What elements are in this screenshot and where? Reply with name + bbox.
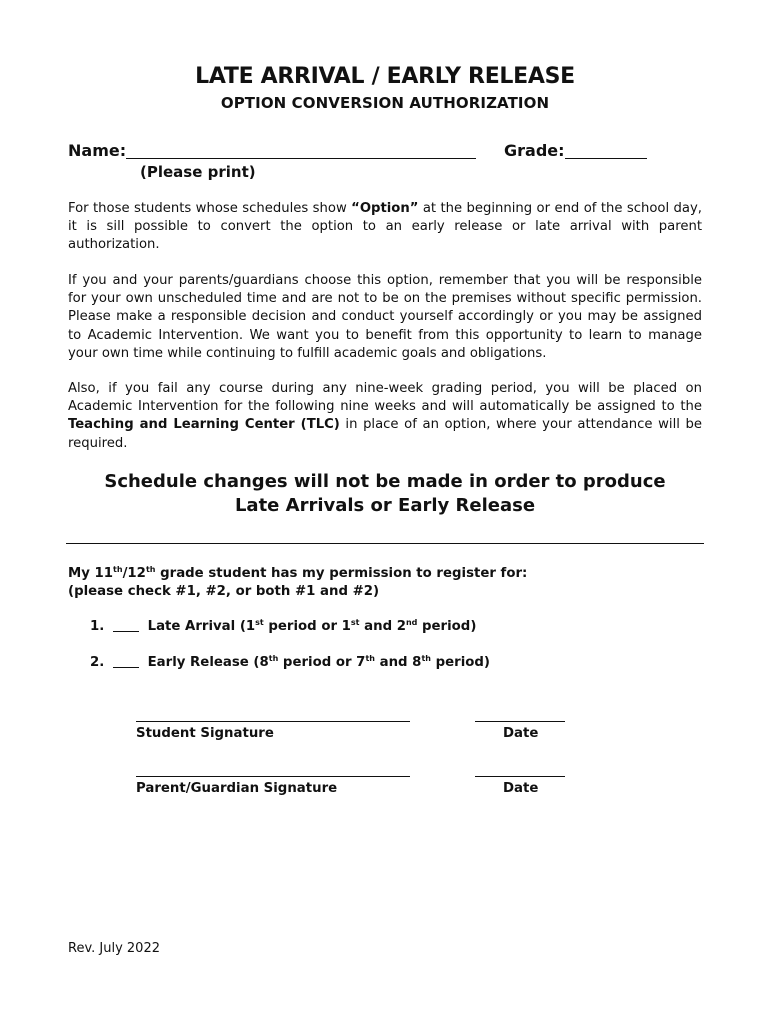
superscript: th (268, 654, 279, 663)
superscript: th (145, 565, 156, 574)
superscript: th (113, 565, 123, 574)
paragraph-text: For those students whose schedules show (68, 201, 352, 216)
superscript: st (255, 618, 264, 627)
student-date-label: Date (503, 726, 539, 741)
superscript: nd (405, 618, 418, 627)
option-text: period) (417, 619, 477, 634)
option-late-arrival (90, 619, 476, 634)
early-release-check-blank[interactable] (113, 655, 139, 668)
paragraph-intervention (68, 380, 702, 453)
superscript: st (350, 618, 360, 627)
option-text: Late Arrival (1 (147, 619, 256, 634)
option-text: and 2 (359, 619, 406, 634)
name-hint: (Please print) (140, 163, 256, 181)
superscript: th (421, 654, 431, 663)
option-number: 2. (90, 655, 105, 670)
permission-text: grade student has my permission to register for: (155, 566, 528, 581)
option-text: period) (430, 655, 490, 670)
late-arrival-check-blank[interactable] (113, 619, 139, 632)
schedule-notice (0, 470, 770, 518)
paragraph-text: at the beginning or end of the school day, it is sill possible to convert the option to an early release or late arrival with parent authorization. (68, 201, 702, 253)
option-text: period or 7 (278, 655, 366, 670)
name-label: Name: (68, 141, 127, 160)
parent-date-line[interactable] (475, 762, 565, 777)
grade-label: Grade: (504, 141, 565, 160)
paragraph-option (68, 200, 702, 255)
superscript: th (365, 654, 375, 663)
permission-text: My 11 (68, 566, 114, 581)
student-signature-line[interactable] (136, 707, 410, 722)
paragraph-responsibility: If you and your parents/guardians choose this option, remember that you will be responsible for your own unscheduled time and are not to be on the premises without specific permission. Please make a responsible decision and conduct yourself accordingly or you may be assigned to Academic Intervention. We want you to benefit from this opportunity to learn to manage your own time while continuing to fulfill academic goals and obligations. (68, 273, 702, 361)
option-text: period or 1 (263, 619, 351, 634)
option-early-release (90, 655, 490, 670)
option-text: and 8 (374, 655, 422, 670)
form-title: LATE ARRIVAL / EARLY RELEASE (195, 64, 575, 89)
option-number: 1. (90, 619, 105, 634)
option-term: “Option” (351, 201, 419, 216)
permission-statement (68, 565, 527, 600)
tlc-term: Teaching and Learning Center (TLC) (68, 417, 340, 433)
revision-note: Rev. July 2022 (68, 941, 160, 956)
notice-line-1: Schedule changes will not be made in order to produce (104, 471, 666, 492)
permission-line-1 (68, 565, 527, 583)
permission-text: /12 (122, 566, 146, 581)
grade-field[interactable] (565, 142, 647, 159)
paragraph-text: Also, if you fail any course during any nine-week grading period, you will be placed on Academic Intervention for the following nine weeks and will automatically be assigned to the (68, 381, 702, 415)
paragraph-text: in place of an option, where your attendance will be required. (68, 417, 702, 451)
notice-line-2: Late Arrivals or Early Release (234, 495, 536, 516)
student-signature-label: Student Signature (136, 726, 274, 741)
parent-signature-label: Parent/Guardian Signature (136, 781, 338, 796)
permission-line-2: (please check #1, #2, or both #1 and #2) (68, 583, 380, 599)
parent-signature-line[interactable] (136, 762, 410, 777)
parent-date-label: Date (503, 781, 539, 796)
name-field[interactable] (126, 142, 476, 159)
student-date-line[interactable] (475, 707, 565, 722)
form-subtitle: OPTION CONVERSION AUTHORIZATION (220, 94, 550, 112)
option-text: Early Release (8 (147, 655, 269, 670)
section-divider (66, 543, 704, 544)
